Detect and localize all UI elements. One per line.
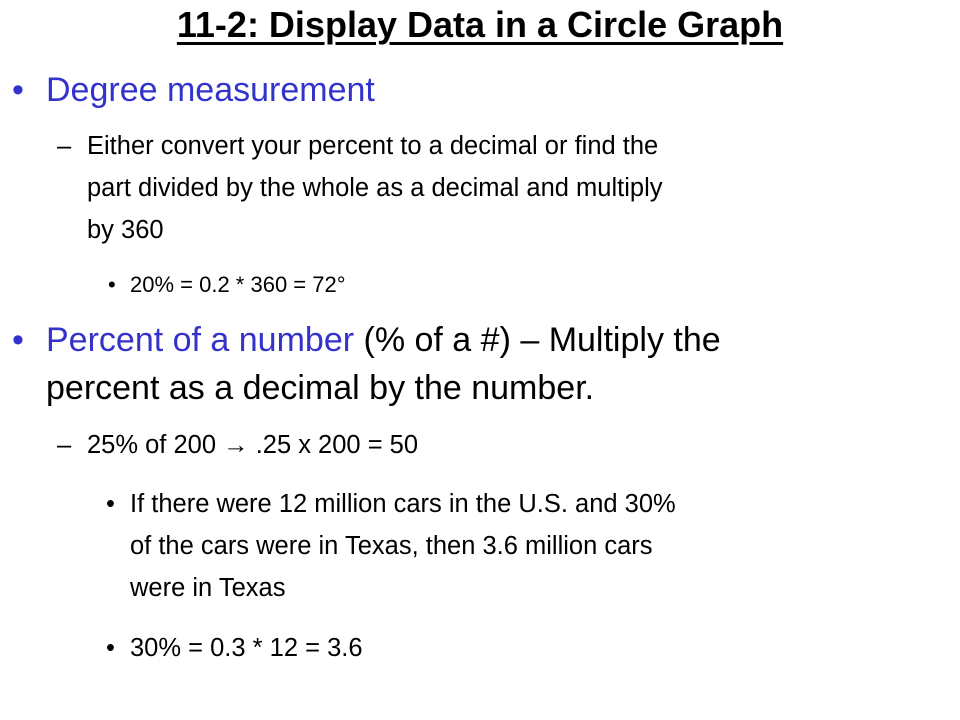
dash-icon: – (57, 431, 72, 459)
bullet-dot-icon: • (106, 634, 115, 662)
percent-heading-accent: Percent of a number (46, 321, 355, 359)
degree-sub-line1: Either convert your percent to a decimal or find the (87, 132, 659, 160)
degree-heading: Degree measurement (46, 71, 375, 109)
bullet-dot-icon: • (108, 272, 116, 297)
degree-sub-line3: by 360 (87, 216, 164, 244)
percent-example1-line3: were in Texas (130, 574, 286, 602)
dash-icon: – (57, 132, 72, 160)
percent-heading-line1 (46, 320, 721, 361)
percent-heading-line2: percent as a decimal by the number. (46, 369, 595, 407)
bullet-dot-icon: • (12, 321, 24, 359)
percent-example1-line1: If there were 12 million cars in the U.S. and 30% (130, 490, 676, 518)
slide-title: 11-2: Display Data in a Circle Graph (176, 4, 784, 45)
percent-sub-after: .25 x 200 = 50 (248, 431, 419, 459)
percent-heading-rest: (% of a #) – Multiply the (354, 321, 721, 359)
right-arrow-icon: → (223, 431, 249, 459)
percent-sub-before: 25% of 200 (87, 431, 224, 459)
percent-sub-example (87, 428, 418, 463)
bullet-dot-icon: • (12, 71, 24, 109)
degree-example: 20% = 0.2 * 360 = 72° (130, 272, 346, 297)
percent-example2: 30% = 0.3 * 12 = 3.6 (130, 634, 363, 662)
percent-example1-line2: of the cars were in Texas, then 3.6 million cars (130, 532, 653, 560)
bullet-dot-icon: • (106, 490, 115, 518)
degree-sub-line2: part divided by the whole as a decimal and multiply (87, 174, 663, 202)
